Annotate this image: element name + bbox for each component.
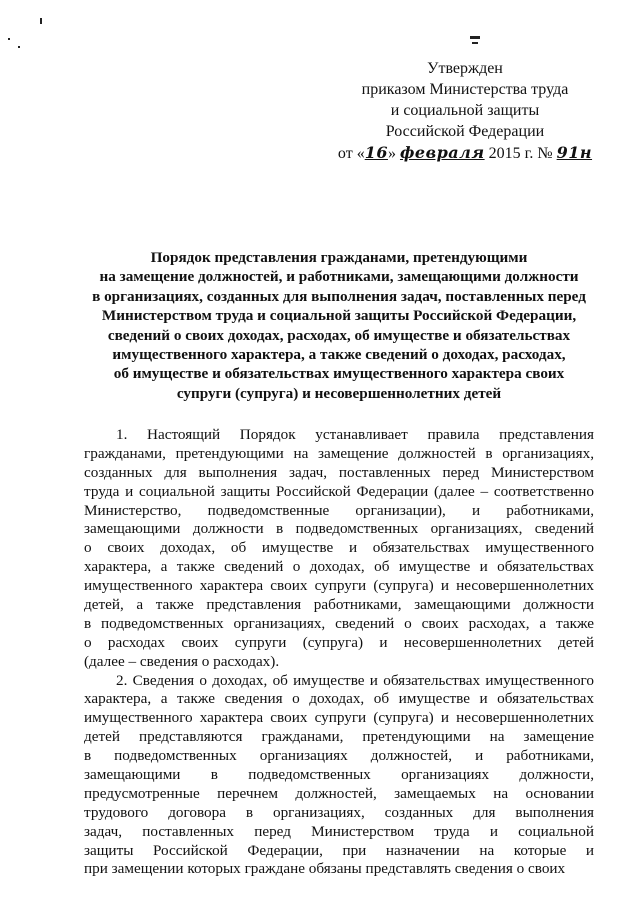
approval-line: Утвержден [427,60,503,77]
title-line: имущественного характера, а также сведений о доходах, расходах, [112,346,566,364]
handwritten-day: 16 [364,143,388,162]
paragraph-line: характера, а также сведений о доходах, об имуществе и обязательствах [84,558,594,576]
title-line: Министерством труда и социальной защиты Российской Федерации, [101,307,577,325]
paragraph-line: имущественного характера своих супруги (супруга) и несовершеннолетних [84,709,594,727]
document-title [84,248,594,403]
paragraph-line: детей представляются гражданами, претендующими на замещение [84,728,594,746]
approval-line: Российской Федерации [385,123,545,140]
paragraph-2 [84,672,594,880]
paragraph-line: замещающими должности в подведомственных организациях, сведений [84,520,594,538]
scan-artifact [8,38,10,40]
paragraph-line: задач, поставленных перед Министерством труда и социальной [84,822,594,840]
date-prefix: от « [337,145,365,162]
approval-line: приказом Министерства труда [361,81,569,98]
paragraph-line: 1. Настоящий Порядок устанавливает правила представления [116,426,594,443]
title-line: в организациях, созданных для выполнения задач, поставленных перед [92,287,586,305]
paragraph-line: замещающими в подведомственных организациях должности, [84,766,594,784]
approval-line: и социальной защиты [390,102,540,119]
scan-artifact [470,36,480,39]
date-mid: » [387,145,396,162]
paragraph-line: имущественного характера своих супруги (супруга) и несовершеннолетних [84,577,594,595]
paragraph-line: о своих доходах, об имуществе и обязательствах имущественного [84,539,594,557]
paragraph-line: характера, а также сведения о доходах, об имуществе и обязательствах [84,690,594,708]
paragraph-line: Министерство, подведомственные организации), и работниками, [84,501,594,519]
approval-date-line [330,142,600,164]
paragraph-line: гражданами, претендующими на замещение должностей в организациях, [84,444,594,462]
paragraph-line: созданных для выполнения задач, поставленных перед Министерством [84,463,594,481]
document-body [84,426,594,879]
paragraph-line: детей, а также представления работниками, замещающими должности [84,596,594,614]
paragraph-line: в подведомственных организациях должностей, и работниками, [84,747,594,765]
paragraph-line: 2. Сведения о доходах, об имуществе и обязательствах имущественного [116,671,594,689]
paragraph-line: трудового договора в организациях, созданных для выполнения [84,803,594,821]
paragraph-line: о расходах своих супруги (супруга) и несовершеннолетних детей [84,633,594,651]
paragraph-1 [84,426,594,672]
title-line: об имуществе и обязательствах имущественного характера своих [113,365,565,383]
title-line: на замещение должностей, и работниками, замещающими должности [99,268,579,286]
handwritten-month: февраля [399,143,485,162]
scan-artifact [472,42,478,44]
paragraph-line: в подведомственных организациях, сведений о своих расходах, а также [84,614,594,632]
scan-artifact [40,18,42,24]
title-line: Порядок представления гражданами, претендующими [150,249,528,266]
title-line: супруги (супруга) и несовершеннолетних детей [176,384,502,402]
paragraph-line: предусмотренные перечнем должностей, замещаемых на основании [84,784,594,802]
paragraph-line: при замещении которых граждане обязаны представлять сведения о своих [84,860,566,878]
date-year: 2015 г. № [484,145,557,162]
handwritten-order-number: 91н [556,143,593,162]
paragraph-line: защиты Российской Федерации, при назначении на которые и [84,841,594,859]
paragraph-line: труда и социальной защиты Российской Федерации (далее – соответственно [84,482,594,500]
paragraph-line: (далее – сведения о расходах). [84,652,280,670]
approval-block [330,58,600,164]
scan-artifact [18,46,20,48]
title-line: сведений о своих доходах, расходах, об имуществе и обязательствах [107,326,571,344]
